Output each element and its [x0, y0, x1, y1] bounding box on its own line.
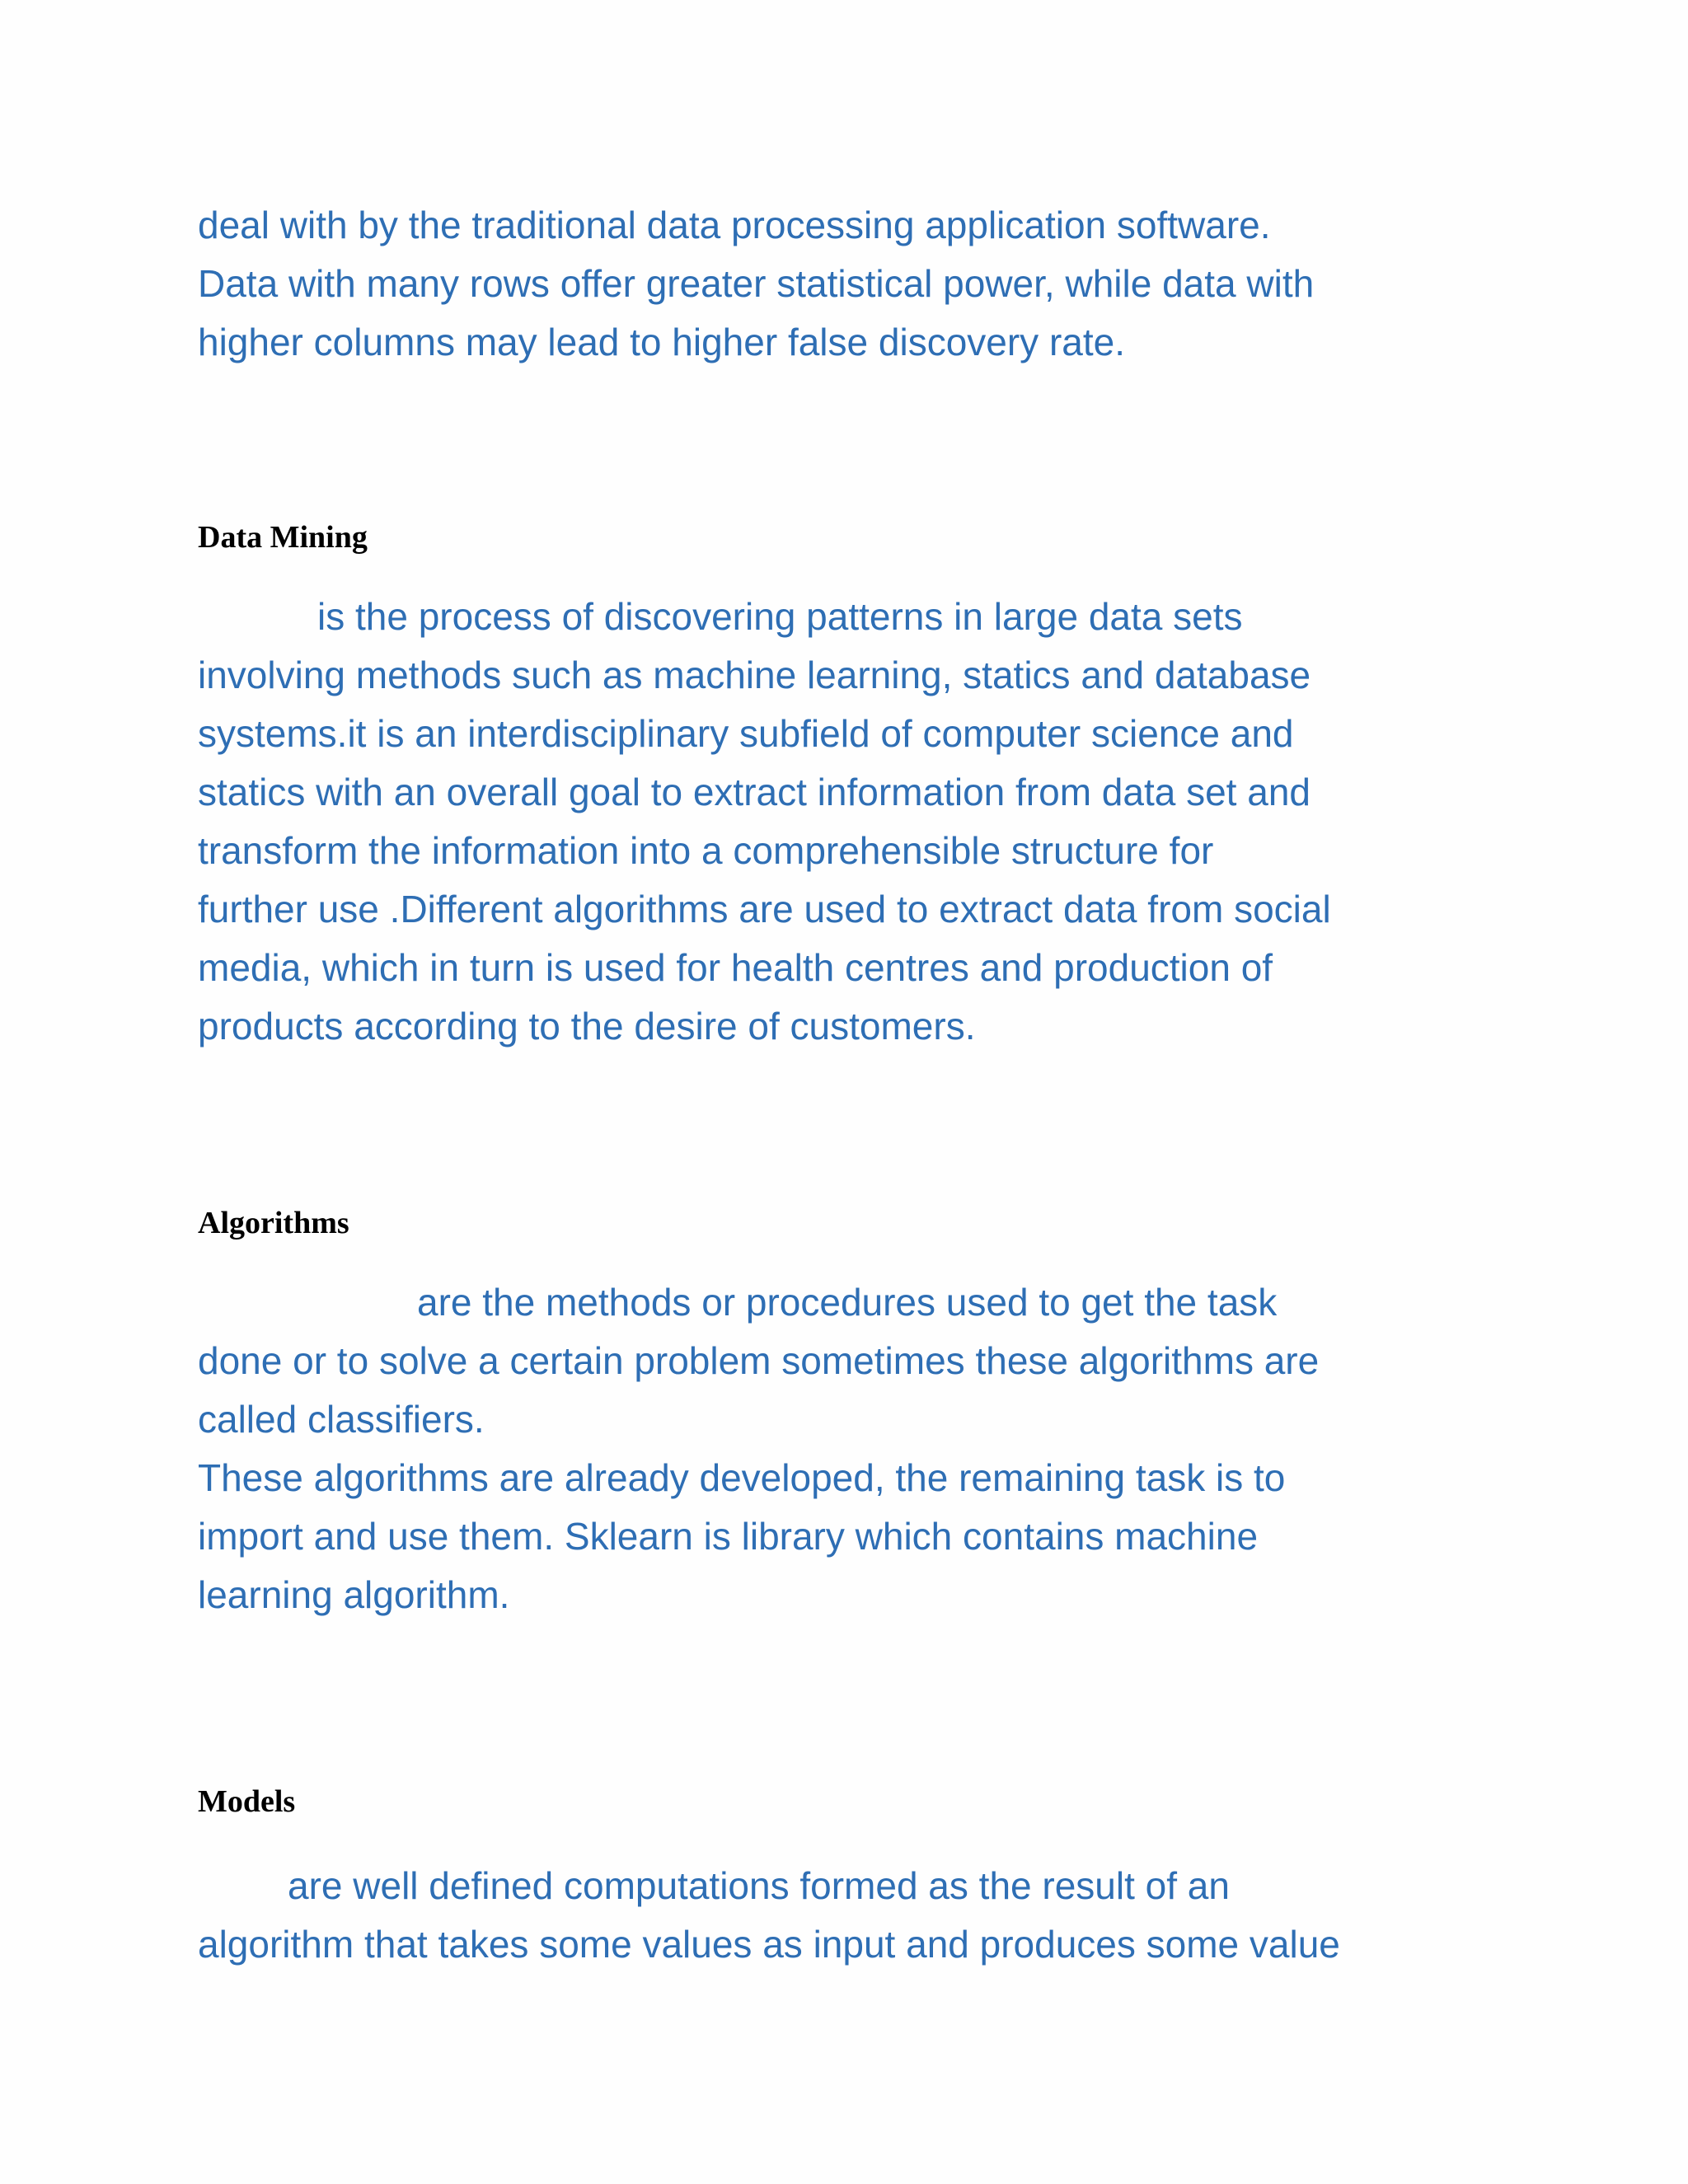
paragraph-line: algorithm that takes some values as input and produces some value: [198, 1923, 1340, 1966]
paragraph-line: import and use them. Sklearn is library which contains machine: [198, 1515, 1259, 1558]
intro-line: Data with many rows offer greater statistical power, while data with: [198, 262, 1315, 305]
paragraph-line: learning algorithm.: [198, 1573, 510, 1616]
intro-line: deal with by the traditional data processing application software.: [198, 204, 1271, 246]
intro-line: higher columns may lead to higher false discovery rate.: [198, 321, 1126, 363]
section-heading-algorithms: Algorithms: [198, 1206, 349, 1240]
paragraph-line: are well defined computations formed as the result of an: [288, 1864, 1230, 1907]
paragraph-line: called classifiers.: [198, 1398, 485, 1441]
paragraph-line: media, which in turn is used for health centres and production of: [198, 946, 1273, 989]
paragraph-line: transform the information into a comprehensible structure for: [198, 829, 1214, 872]
paragraph-line: statics with an overall goal to extract information from data set and: [198, 771, 1311, 813]
paragraph-line: done or to solve a certain problem sometimes these algorithms are: [198, 1339, 1320, 1382]
paragraph-line: systems.it is an interdisciplinary subfield of computer science and: [198, 712, 1294, 755]
paragraph-line: These algorithms are already developed, the remaining task is to: [198, 1456, 1286, 1499]
paragraph-line: are the methods or procedures used to get the task: [417, 1281, 1278, 1324]
section-heading-models: Models: [198, 1784, 296, 1819]
section-heading-data-mining: Data Mining: [198, 520, 368, 555]
paragraph-line: further use .Different algorithms are used to extract data from social: [198, 888, 1331, 930]
paragraph-line: involving methods such as machine learning, statics and database: [198, 654, 1311, 696]
paragraph-line: is the process of discovering patterns in large data sets: [317, 595, 1243, 638]
paragraph-line: products according to the desire of customers.: [198, 1005, 976, 1047]
